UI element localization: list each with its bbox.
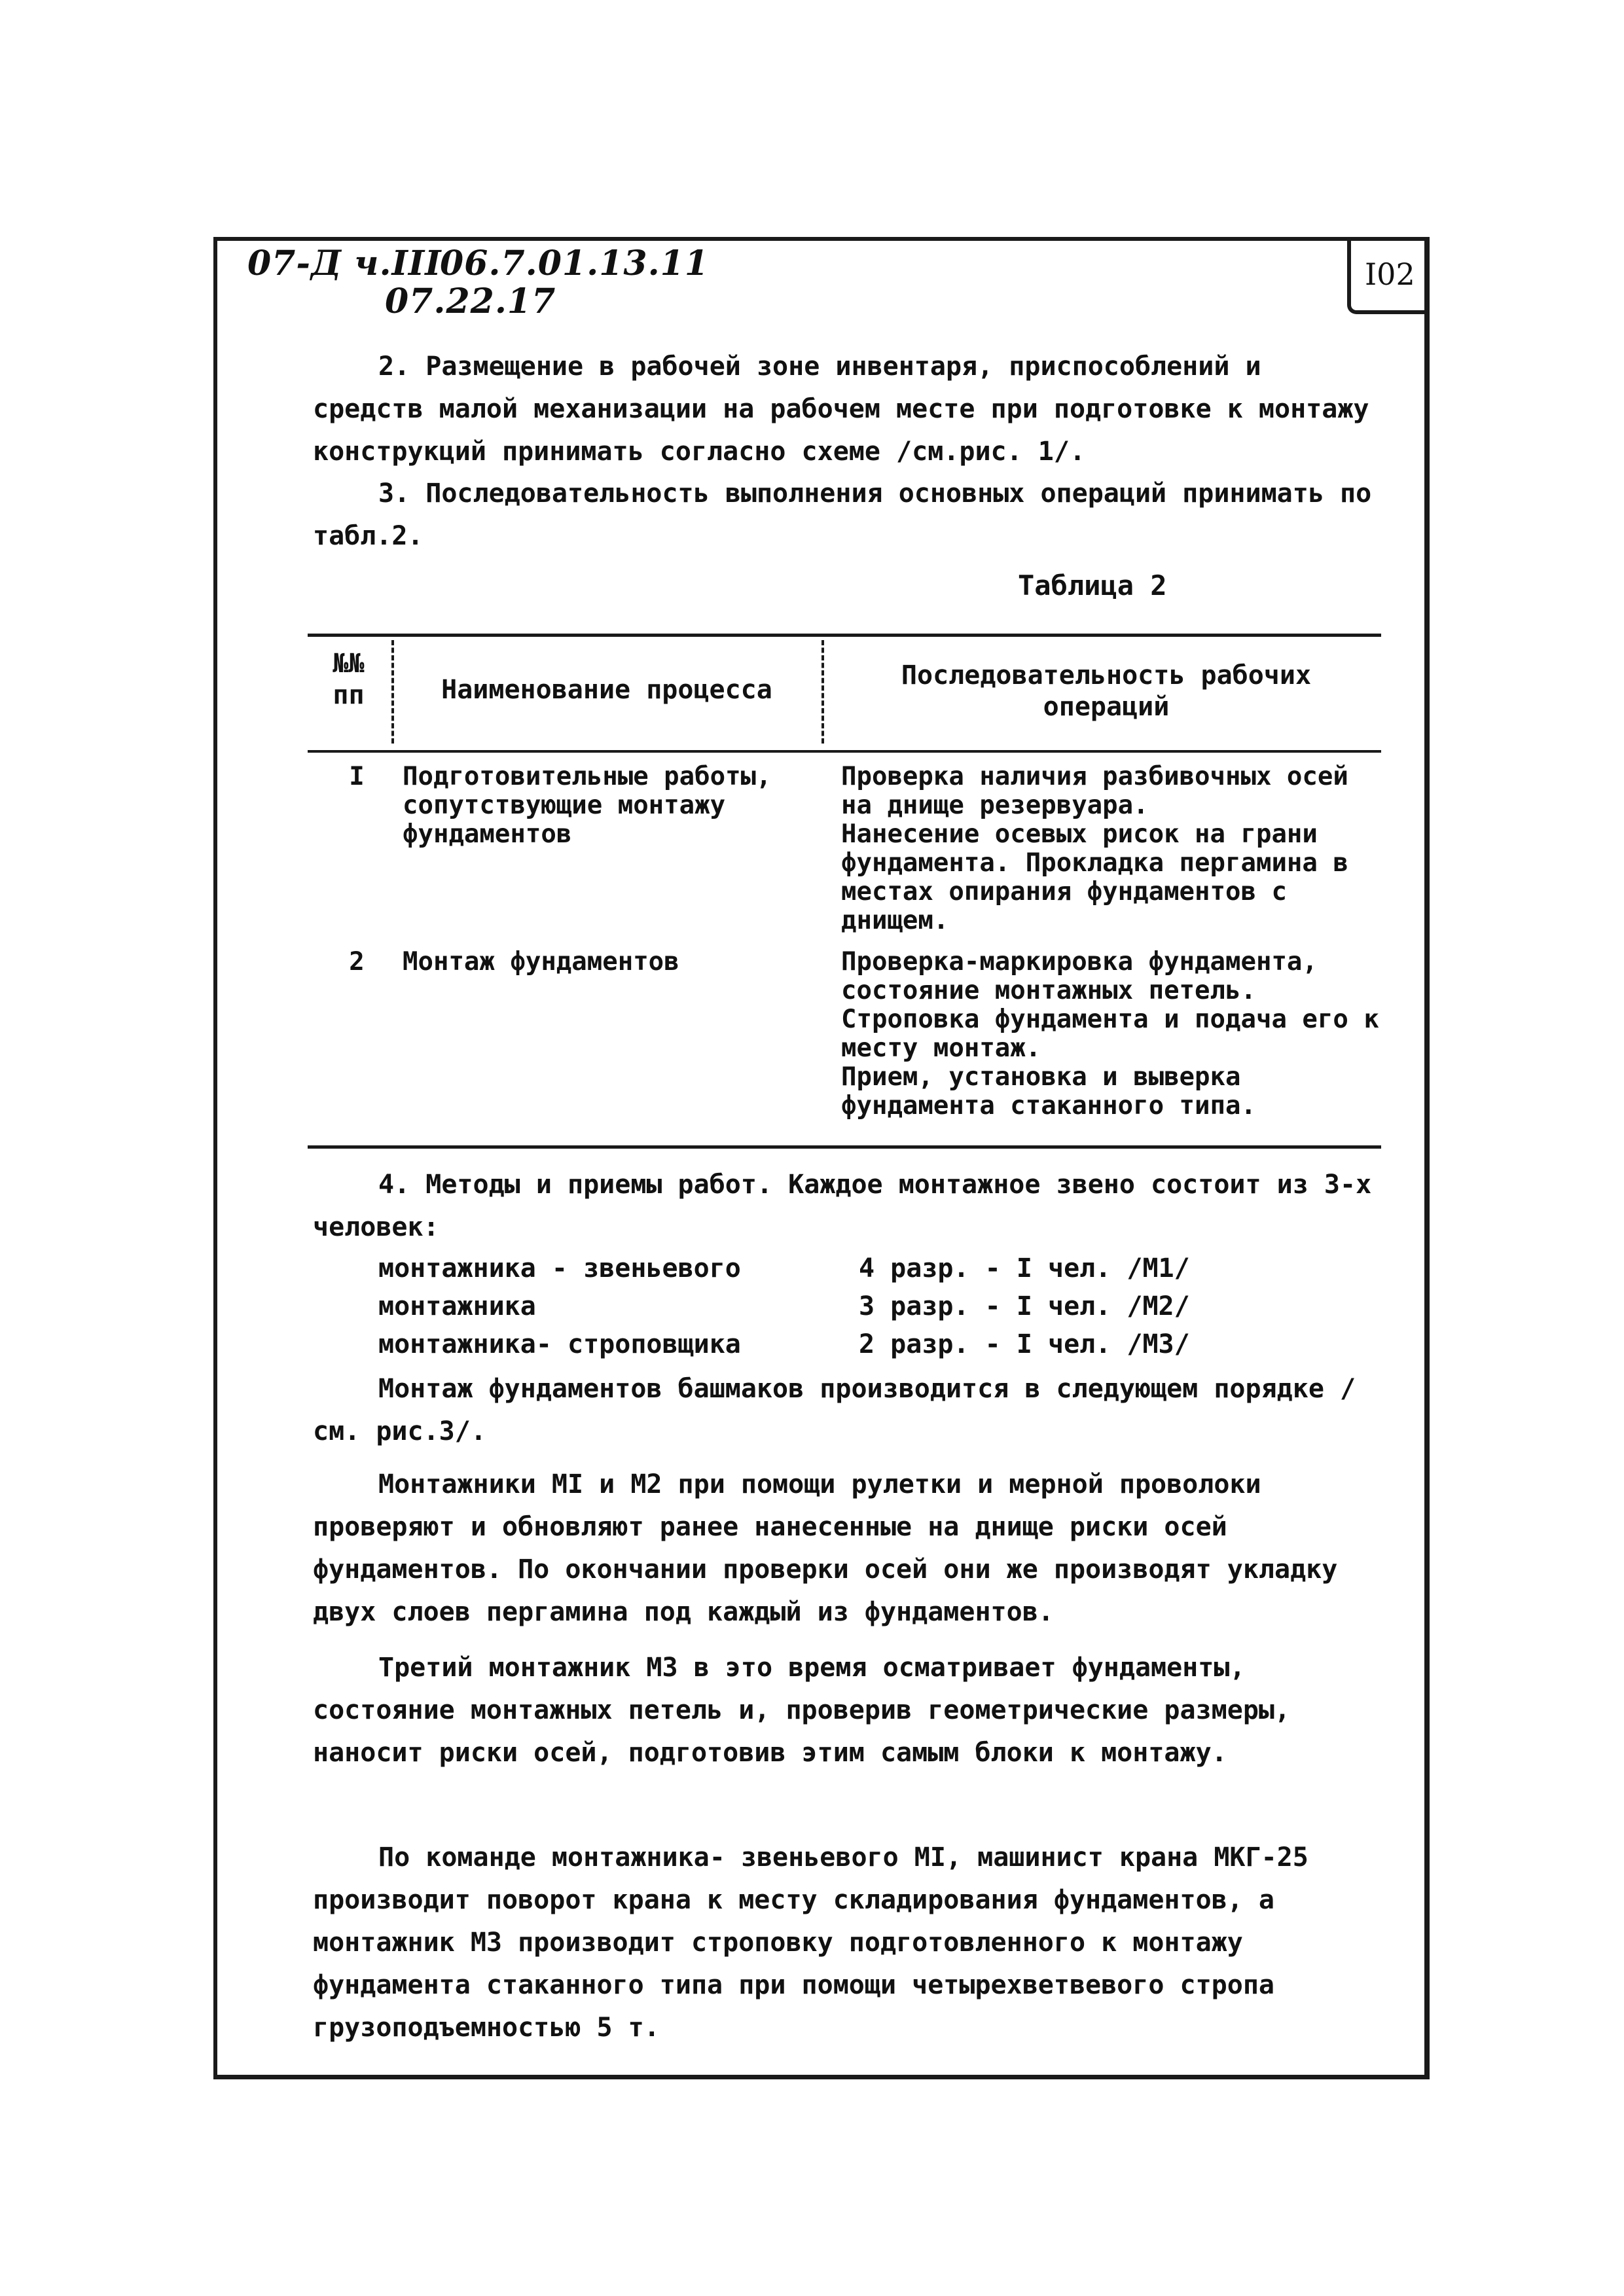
row-2-operations: Проверка-маркировка фундамента, состояние монтажных петель. Строповка фундамента и подача его к месту монтаж. Прием, установка и выверка фундамента стаканного типа. (841, 947, 1379, 1121)
handwritten-code-2: 06.7.01.13.11 (440, 243, 710, 283)
row-1-number: I (349, 762, 365, 791)
paragraph-3: 3. Последовательность выполнения основных операций принимать по табл.2. (313, 478, 1372, 551)
page-number: I02 (1365, 257, 1415, 292)
header-operations: Последовательность рабочих операций (901, 660, 1312, 722)
crew-role: монтажника (378, 1291, 536, 1321)
table-top-rule (308, 634, 1381, 637)
row-1-process: Подготовительные работы, сопутствующие монтажу фундаментов (403, 762, 772, 849)
body-paragraph-3: Третий монтажник М3 в это время осматривает фундаменты, состояние монтажных петель и, проверив геометрические размеры, наносит риски осей, подготовив этим самым блоки к монтажу. (313, 1653, 1291, 1768)
body-paragraph-4: По команде монтажника- звеньевого МI, машинист крана МКГ-25 производит поворот крана к месту складирования фундаментов, а монтажник М3 производит строповку подготовленного к монтажу фундамента стаканного типа при помощи четырехветвевого стропа грузоподъемностью 5 т. (313, 1842, 1308, 2043)
crew-grade: 4 разр. - I чел. /М1/ (859, 1253, 1190, 1283)
crew-role: монтажника - звеньевого (378, 1253, 741, 1283)
table-caption: Таблица 2 (1018, 569, 1167, 601)
table-bottom-rule (308, 1145, 1381, 1149)
table-header-rule (308, 750, 1381, 753)
crew-grade: 3 разр. - I чел. /М2/ (859, 1291, 1190, 1321)
row-2-number: 2 (349, 947, 365, 977)
body-paragraph-1: Монтаж фундаментов башмаков производится в следующем порядке /см. рис.3/. (313, 1374, 1356, 1446)
handwritten-code-1: 07-Д ч.III (247, 243, 442, 283)
body-paragraph-2: Монтажники МI и М2 при помощи рулетки и мерной проволоки проверяют и обновляют ранее нанесенные на днище риски осей фундаментов. По окончании проверки осей они же производят укладку двух слоев пергамина под каждый из фундаментов. (313, 1469, 1338, 1627)
paragraph-2: 2. Размещение в рабочей зоне инвентаря, приспособлений и средств малой механизации на рабочем месте при подготовке к монтажу конструкций принимать согласно схеме /см.рис. 1/. (313, 351, 1369, 467)
header-process: Наименование процесса (441, 675, 772, 705)
crew-grade: 2 разр. - I чел. /М3/ (859, 1329, 1190, 1359)
handwritten-code-3: 07.22.17 (385, 281, 556, 321)
header-number: №№ пп (333, 649, 365, 710)
row-2-process: Монтаж фундаментов (403, 947, 679, 977)
row-1-operations: Проверка наличия разбивочных осей на днище резервуара. Нанесение осевых рисок на грани фундамента. Прокладка пергамина в местах опирания фундаментов с днищем. (841, 762, 1348, 935)
crew-role: монтажника- строповщика (378, 1329, 741, 1359)
column-divider-1 (391, 640, 394, 744)
column-divider-2 (821, 640, 824, 744)
paragraph-4-intro: 4. Методы и приемы работ. Каждое монтажное звено состоит из 3-х человек: (313, 1170, 1372, 1242)
